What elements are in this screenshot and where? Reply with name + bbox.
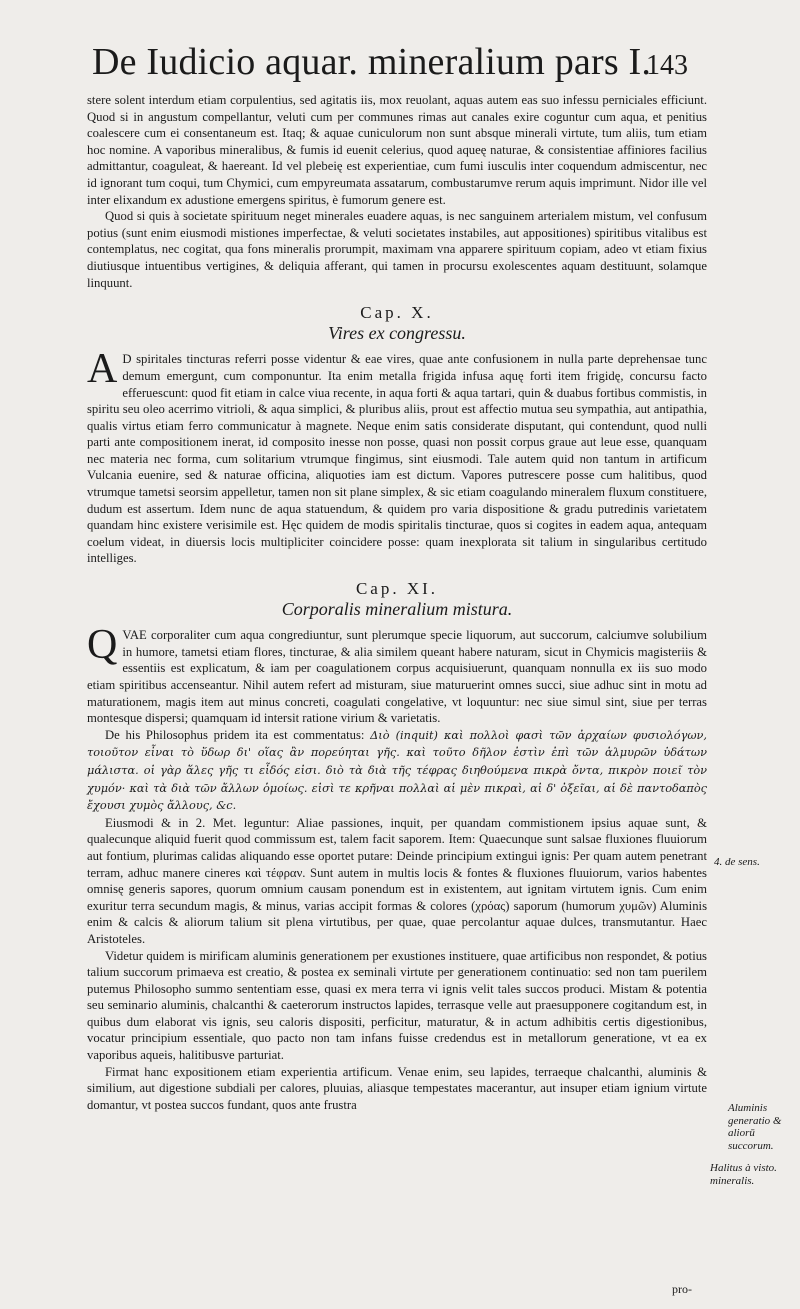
chapter-heading: Cap. X. <box>360 303 434 323</box>
paragraph-text: De his Philosophus pridem ita est commentatus: <box>105 727 365 742</box>
chapter-paragraph <box>87 622 707 727</box>
chapter-title: Corporalis mineralium mistura. <box>281 598 513 619</box>
paragraph: Firmat hanc expositionem etiam experientia artificum. Venae enim, seu lapides, terraeque chalcanthi, aluminis & similium, aut digestione subdiali per calores, pluuias, aliasque tempestates macerantur, aut insuper etiam ignium virtute domantur, vt postea succos fundant, quos ante frustra <box>87 1064 707 1112</box>
greek-quotation: Διὸ (inquit) καὶ πολλοὶ φασὶ τῶν ἀρχαίων φυσιολόγων, τοιοῦτον εἶναι τὸ ὕδωρ δι' οἵας ἂν πορεύηται γῆς. καὶ τοῦτο δῆλον ἐστὶν ἐπὶ τῶν ἁλμυρῶν ὑδάτων μάλιστα. οἱ γὰρ ἅλες γῆς τι εἶδός εἰσι. διὸ τὰ διὰ τῆς τέφρας διηθούμενα πικρὰ ὄντα, πικρὸν ποιεῖ τὸν χυμόν· καὶ τὰ διὰ τῶν ἄλλων ὁμοίως. εἰσὶ τε κρῆναι πολλαὶ αἱ μὲν πικραὶ, αἱ δ' ὀξεῖαι, αἱ δὲ παντοδαπὸς ἔχουσι χυμὸς ἄλλους, &c. <box>87 728 707 813</box>
paragraph: Quod si quis à societate spirituum neget minerales euadere aquas, is nec sanguinem arterialem mistum, vel confusum potius (sunt enim eiusmodi mistiones imperfectae, & veluti societates instabiles, aut appositiones) spiritibus vitalibus est contemplatus, nec cogitat, qua fons mineralis prorumpit, maximam vna apparere spirituum copiam, adeo vt etiam fixius diutiusque intuentibus vertigines, & deliquia afferant, qui tamen in procursu exolescentes aquam destituunt, solamque linquunt. <box>87 209 707 290</box>
page-number: 143 <box>646 50 688 81</box>
drop-cap: Q <box>87 622 118 669</box>
margin-note: Halitus à visto. mineralis. <box>710 1162 777 1187</box>
catchword: pro- <box>672 1282 692 1296</box>
paragraph-text: D spiritales tincturas referri posse videntur & eae vires, quae ante confusionem in nulla parte deprehensae tunc demum emergunt, cum componuntur. Ita enim metalla frigida infusa aquę forti item frigidę, concursu facto efferuescunt: quod fit etiam in calce viua recente, in aqua forti & aqua tartari, quin & duabus fortibus commistis, in spiritu seu oleo acerrimo vitrioli, & aqua simplici, & pluribus aliis, prout est affectio mutua seu sympathia, aut antipathia, qualis virtus etiam ferro communicatur à magnete. Neque enim satis considerate disputant, qui contendunt, quod nulli parti ante compositionem inerat, id composito inesse non posse, quasi non possit corpus graue aut leue esse, quanquam nec materia nec forma, cum solitarium vtrumque fingimus, sint eiusmodi. Tale autem quid non tantum in artificum Vulcania euenire, sed & naturae officina, aliquoties iam est dictum. Vapores putrescere posse cum halitibus, quod vtrumque tametsi seorsim appelletur, tamen non sit plane simplex, & sic etiam coagulando mineralem fluxum constituere, dudum est assertum. Idem nunc de aqua statuendum, & quidem pro varia dispositione & gradu putredinis varietatem quandam hinc existere verisimile est. Hęc quidem de modis spiritalis tincturae, quos si cogites in eadem aqua, antequam coelum videat, in diuersis locis multipliciter coincidere posse: quam inexplorata sit talium in singularibus certitudo intelliges. <box>87 352 707 566</box>
chapter-heading: Cap. XI. <box>355 579 439 599</box>
body-text <box>87 92 707 1113</box>
paragraph <box>87 727 707 815</box>
paragraph: Eiusmodi & in 2. Met. leguntur: Aliae passiones, inquit, per quandam commistionem ipsius aquae sunt, & qualecunque aliquid fuerit quod commissum est, talem facit saporem. Item: Quaecunque sunt salsae fluxiones fluuiorum aut fontium, plurimas calidas aliquando esse oportet putare: Deinde principium extingui ignis: Per quam autem penetrant terram, adhuc manere cineres καὶ τέφραν. Sunt autem in multis locis & fontes & fluxiones fluuiorum, varios habentes omnisę generis sapores, quorum omnium causam ponendum est in existentem, aut ignitam virtutem ignis. Cum enim exuritur terra secundum magis, & minus, varias accipit formas & colores (χρόας) saporum (humorum χυμῶν) Aluminis enim & calcis & aliorum talium sit plena virtutibus, per quae, quae percolantur aquae dulces, transmutantur. Haec Aristoteles. <box>87 815 707 946</box>
running-header <box>0 38 800 98</box>
paragraph: stere solent interdum etiam corpulentius, sed agitatis iis, mox reuolant, aquas autem eas suo infessu perniciales efficiunt. Quod si in angustum compellantur, veluti cum per communes rimas aut canales exire coguntur cum aqua, et penitius coalescere cum ei consentaneum est. Itaq; & aquae cuniculorum non sunt absque minerali virtute, tum aliis, tum etiam hoc nomine. A vaporibus mineralibus, & fumis id euenit celerius, quod aqueę naturae, & consistentiae affiniores facilius admittantur, coaguleat, & haereant. Id vel plebeię est experientiae, cum fumi iusculis inter coquendum admiscentur, nec id ignorant tum coqui, tum Chymici, cum empyreumata assatarum, combustarumve rerum aquis imprimunt. Nidor ille vel inter elixandum ex adustione emergens spiritus, è fumorum genere est. <box>87 93 707 207</box>
chapter-paragraph <box>87 346 707 567</box>
chapter-title: Vires ex congressu. <box>328 322 466 343</box>
running-title: De Iudicio aquar. mineralium pars I. <box>92 41 652 83</box>
margin-note: 4. de sens. <box>714 856 760 868</box>
paragraph: Videtur quidem is mirificam aluminis generationem per exustiones instituere, quae artificibus non respondet, & potius talium succorum primaeva est creatio, & postea ex seminali virtute per generationem continuatio: sed non tam puerilem putemus Philosopho summo sententiam esse, quasi ex mera terra vi ignis velit tales succos produci. Mistam & potentia seu seminario aluminis, chalcanthi & caeterorum instructos lapides, terrasque velle aut praesupponere cogitandum est, in quibus dum elaborat vis ignis, seu caloris dispositi, perficitur, maturatur, & in actum adhibitis certis digestionibus, vocatur principium essentiale, quo pacto non tam infans fuisse credendus est in metallorum generatione, vt ea ex vaporibus aqueis, halitibusve parturiat. <box>87 948 707 1063</box>
margin-note: Aluminis generatio & aliorū succorum. <box>728 1102 782 1152</box>
drop-cap: A <box>87 346 118 393</box>
paragraph-text: VAE corporaliter cum aqua congrediuntur, sunt plerumque specie liquorum, aut succorum, calciumve solubilium in humore, tametsi etiam flores, tincturae, & alia similem queant habere naturam, sicut in Chymicis magisteriis & essentiis est explicatum, & iam per coagulationem corpus acquisiuerunt, quanquam nonnulla ex iis suo modo etiam spiritibus accenseantur. Nihil autem refert ad misturam, siue maturuerint omnes succi, siue adhuc sint in motu ad maturationem, magis item aut minus concreti, coagulati congelative, vt loquuntur: nec siue simul sint, siue per terras montesque dispersi; quamquam id intersit ratione virium & varietatis. <box>87 628 707 726</box>
